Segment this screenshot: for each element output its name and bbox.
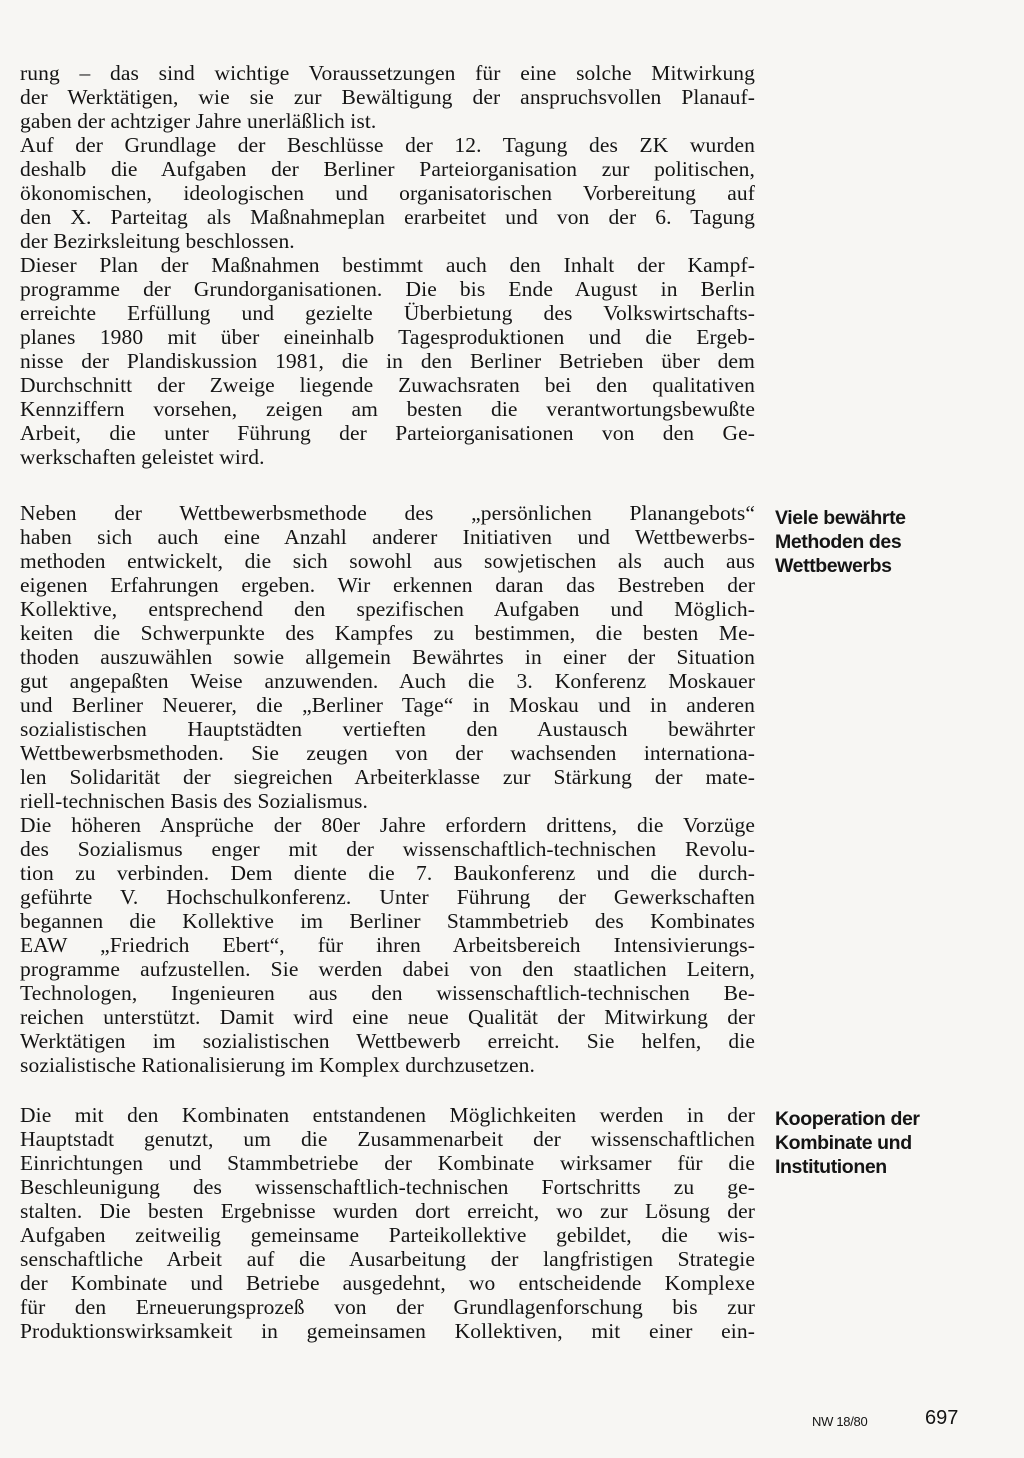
text-line: Produktionswirksamkeit in gemeinsamen Kollektiven, mit einer ein- — [20, 1319, 755, 1343]
text-line: Technologen, Ingenieuren aus den wissenschaftlich-technischen Be- — [20, 981, 755, 1005]
text-line: deshalb die Aufgaben der Berliner Parteiorganisation zur politischen, — [20, 157, 755, 181]
text-line: stalten. Die besten Ergebnisse wurden dort erreicht, wo zur Lösung der — [20, 1199, 755, 1223]
margin-heading — [775, 1107, 1015, 1179]
text-line: programme der Grundorganisationen. Die bis Ende August in Berlin — [20, 277, 755, 301]
text-line: gut angepaßten Weise anzuwenden. Auch die 3. Konferenz Moskauer — [20, 669, 755, 693]
text-line: methoden entwickelt, die sich sowohl aus sowjetischen als auch aus — [20, 549, 755, 573]
text-line: erreichte Erfüllung und gezielte Überbietung des Volkswirtschafts- — [20, 301, 755, 325]
text-line: Beschleunigung des wissenschaftlich-technischen Fortschritts zu ge- — [20, 1175, 755, 1199]
margin-heading-line: Methoden des — [775, 531, 902, 553]
margin-heading-line: Kooperation der — [775, 1108, 920, 1130]
text-line: ökonomischen, ideologischen und organisatorischen Vorbereitung auf — [20, 181, 755, 205]
margin-heading-line: Kombinate und — [775, 1132, 912, 1154]
text-line: rung – das sind wichtige Voraussetzungen für eine solche Mitwirkung — [20, 61, 755, 85]
text-line: begannen die Kollektive im Berliner Stammbetrieb des Kombinates — [20, 909, 755, 933]
text-line: Kollektive, entsprechend den spezifischen Aufgaben und Möglich- — [20, 597, 755, 621]
text-line: Einrichtungen und Stammbetriebe der Kombinate wirksamer für die — [20, 1151, 755, 1175]
text-line: den X. Parteitag als Maßnahmeplan erarbeitet und von der 6. Tagung — [20, 205, 755, 229]
text-line: thoden auszuwählen sowie allgemein Bewährtes in einer der Situation — [20, 645, 755, 669]
text-line: der Kombinate und Betriebe ausgedehnt, wo entscheidende Komplexe — [20, 1271, 755, 1295]
text-line: haben sich auch eine Anzahl anderer Initiativen und Wettbewerbs- — [20, 525, 755, 549]
text-line: planes 1980 mit über eineinhalb Tagesproduktionen und die Ergeb- — [20, 325, 755, 349]
text-line: Kennziffern vorsehen, zeigen am besten die verantwortungsbewußte — [20, 397, 755, 421]
margin-heading-line: Wettbewerbs — [775, 555, 892, 577]
text-line: nisse der Plandiskussion 1981, die in den Berliner Betrieben über dem — [20, 349, 755, 373]
text-line: Werktätigen im sozialistischen Wettbewerb erreicht. Sie helfen, die — [20, 1029, 755, 1053]
margin-heading-line: Institutionen — [775, 1156, 887, 1178]
text-line: Die mit den Kombinaten entstandenen Möglichkeiten werden in der — [20, 1103, 755, 1127]
text-line: des Sozialismus enger mit der wissenschaftlich-technischen Revolu- — [20, 837, 755, 861]
text-line: der Bezirksleitung beschlossen. — [20, 229, 295, 253]
text-line: Aufgaben zeitweilig gemeinsame Parteikollektive gebildet, die wis- — [20, 1223, 755, 1247]
text-line: der Werktätigen, wie sie zur Bewältigung der anspruchsvollen Planauf- — [20, 85, 755, 109]
text-line: geführte V. Hochschulkonferenz. Unter Führung der Gewerkschaften — [20, 885, 755, 909]
text-line: sozialistische Rationalisierung im Komplex durchzusetzen. — [20, 1053, 536, 1077]
text-line: werkschaften geleistet wird. — [20, 445, 265, 469]
text-line: Hauptstadt genutzt, um die Zusammenarbeit der wissenschaftlichen — [20, 1127, 755, 1151]
text-line: tion zu verbinden. Dem diente die 7. Baukonferenz und die durch- — [20, 861, 755, 885]
text-line: Auf der Grundlage der Beschlüsse der 12. Tagung des ZK wurden — [20, 133, 755, 157]
text-line: keiten die Schwerpunkte des Kampfes zu bestimmen, die besten Me- — [20, 621, 755, 645]
text-line: für den Erneuerungsprozeß von der Grundlagenforschung bis zur — [20, 1295, 755, 1319]
text-line: Arbeit, die unter Führung der Parteiorganisationen von den Ge- — [20, 421, 755, 445]
text-line: Durchschnitt der Zweige liegende Zuwachsraten bei den qualitativen — [20, 373, 755, 397]
text-line: reichen unterstützt. Damit wird eine neue Qualität der Mitwirkung der — [20, 1005, 755, 1029]
text-line: Die höheren Ansprüche der 80er Jahre erfordern drittens, die Vorzüge — [20, 813, 755, 837]
margin-heading — [775, 506, 1015, 578]
text-line: Neben der Wettbewerbsmethode des „persönlichen Planangebots“ — [20, 501, 755, 525]
text-line: Wettbewerbsmethoden. Sie zeugen von der wachsenden internationa- — [20, 741, 755, 765]
text-line: sozialistischen Hauptstädten vertieften den Austausch bewährter — [20, 717, 755, 741]
page-number: 697 — [925, 1407, 959, 1429]
text-line: EAW „Friedrich Ebert“, für ihren Arbeitsbereich Intensivierungs- — [20, 933, 755, 957]
text-line: und Berliner Neuerer, die „Berliner Tage“ in Moskau und in anderen — [20, 693, 755, 717]
text-line: gaben der achtziger Jahre unerläßlich ist. — [20, 109, 377, 133]
issue-reference: NW 18/80 — [812, 1414, 868, 1429]
text-line: len Solidarität der siegreichen Arbeiterklasse zur Stärkung der mate- — [20, 765, 755, 789]
text-line: eigenen Erfahrungen ergeben. Wir erkennen daran das Bestreben der — [20, 573, 755, 597]
text-line: programme aufzustellen. Sie werden dabei von den staatlichen Leitern, — [20, 957, 755, 981]
margin-heading-line: Viele bewährte — [775, 507, 906, 529]
text-line: senschaftliche Arbeit auf die Ausarbeitung der langfristigen Strategie — [20, 1247, 755, 1271]
text-line: Dieser Plan der Maßnahmen bestimmt auch den Inhalt der Kampf- — [20, 253, 755, 277]
text-line: riell-technischen Basis des Sozialismus. — [20, 789, 368, 813]
